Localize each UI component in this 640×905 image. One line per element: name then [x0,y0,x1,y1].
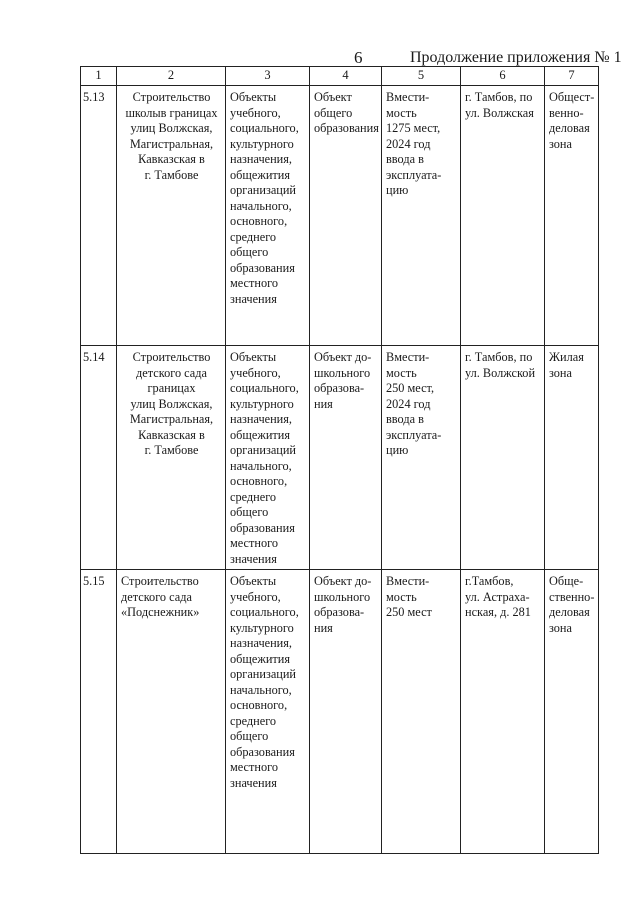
object-category: Объекты учебного, социального, культурного назначения, общежития организаций начального, основного, среднего общего образования местного значения [226,346,310,570]
column-header: 6 [461,67,545,86]
appendix-continuation-title: Продолжение приложения № 1 [410,49,622,66]
functional-zone: Жилая зона [545,346,599,570]
column-header: 4 [310,67,382,86]
object-type: Объект общего образования [310,86,382,346]
object-capacity: Вмести- мость 1275 мест, 2024 год ввода в эксплуата- цию [382,86,461,346]
column-header: 3 [226,67,310,86]
row-number: 5.15 [81,570,117,854]
table-row [81,86,599,346]
column-header: 5 [382,67,461,86]
column-header: 7 [545,67,599,86]
object-location: г. Тамбов, по ул. Волжская [461,86,545,346]
table-row [81,570,599,854]
object-type: Объект до- школьного образова- ния [310,570,382,854]
column-header: 2 [117,67,226,86]
page-number: 6 [354,48,363,67]
object-category: Объекты учебного, социального, культурного назначения, общежития организаций начального, основного, среднего общего образования местного значения [226,86,310,346]
object-location: г.Тамбов, ул. Астраха- нская, д. 281 [461,570,545,854]
object-location: г. Тамбов, по ул. Волжской [461,346,545,570]
appendix-table [80,66,599,854]
functional-zone: Общест- венно- деловая зона [545,86,599,346]
object-type: Объект до- школьного образова- ния [310,346,382,570]
object-name: Строительство детского сада границах улиц Волжская, Магистральная, Кавказская в г. Тамбове [117,346,226,570]
row-number: 5.14 [81,346,117,570]
object-capacity: Вмести- мость 250 мест, 2024 год ввода в эксплуата- цию [382,346,461,570]
column-header: 1 [81,67,117,86]
table-row [81,346,599,570]
functional-zone: Обще- ственно- деловая зона [545,570,599,854]
object-name: Строительство детского сада «Подснежник» [117,570,226,854]
row-number: 5.13 [81,86,117,346]
object-name: Строительство школыв границах улиц Волжская, Магистральная, Кавказская в г. Тамбове [117,86,226,346]
object-capacity: Вмести- мость 250 мест [382,570,461,854]
object-category: Объекты учебного, социального, культурного назначения, общежития организаций начального, основного, среднего общего образования местного значения [226,570,310,854]
table-header-row [81,67,599,86]
